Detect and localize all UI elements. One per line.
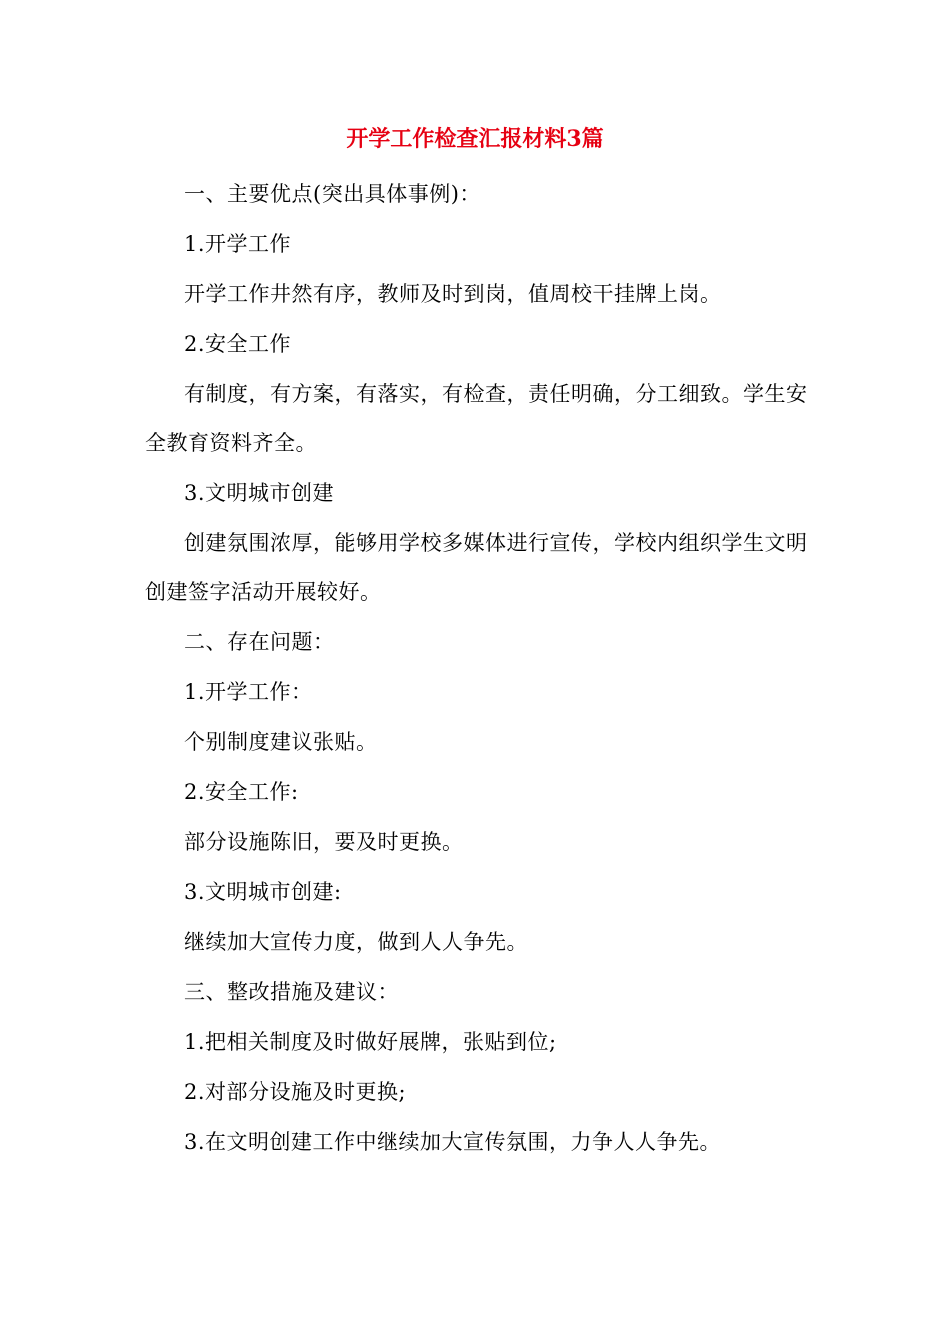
paragraph-opening-work: 开学工作井然有序，教师及时到岗，值周校干挂牌上岗。 <box>184 282 722 306</box>
paragraph-problem-opening-work: 个别制度建议张贴。 <box>184 730 378 754</box>
subheading-problem-civilized-city: 3.文明城市创建: <box>184 880 342 904</box>
subheading-opening-work: 1.开学工作 <box>184 232 292 256</box>
paragraph-problem-safety-work: 部分设施陈旧，要及时更换。 <box>184 830 464 854</box>
subheading-problem-opening-work: 1.开学工作： <box>184 680 313 704</box>
measure-item-3: 3.在文明创建工作中继续加大宣传氛围，力争人人争先。 <box>184 1130 722 1154</box>
section-heading-problems: 二、存在问题： <box>184 630 335 654</box>
paragraph-civilized-city: 创建氛围浓厚，能够用学校多媒体进行宣传，学校内组织学生文明创建签字活动开展较好。 <box>145 531 808 604</box>
paragraph-safety-work: 有制度，有方案，有落实，有检查，责任明确，分工细致。学生安全教育资料齐全。 <box>145 382 808 455</box>
section-heading-measures: 三、整改措施及建议： <box>184 980 399 1004</box>
subheading-safety-work: 2.安全工作 <box>184 332 292 356</box>
subheading-civilized-city: 3.文明城市创建 <box>184 481 335 505</box>
subheading-problem-safety-work: 2.安全工作: <box>184 780 299 804</box>
document-body <box>145 170 815 1168</box>
page-title: 开学工作检查汇报材料3篇 <box>346 126 604 152</box>
section-heading-strengths: 一、主要优点(突出具体事例)： <box>184 182 481 206</box>
measure-item-2: 2.对部分设施及时更换; <box>184 1080 407 1104</box>
paragraph-problem-civilized-city: 继续加大宣传力度，做到人人争先。 <box>184 930 528 954</box>
measure-item-1: 1.把相关制度及时做好展牌，张贴到位; <box>184 1030 557 1054</box>
